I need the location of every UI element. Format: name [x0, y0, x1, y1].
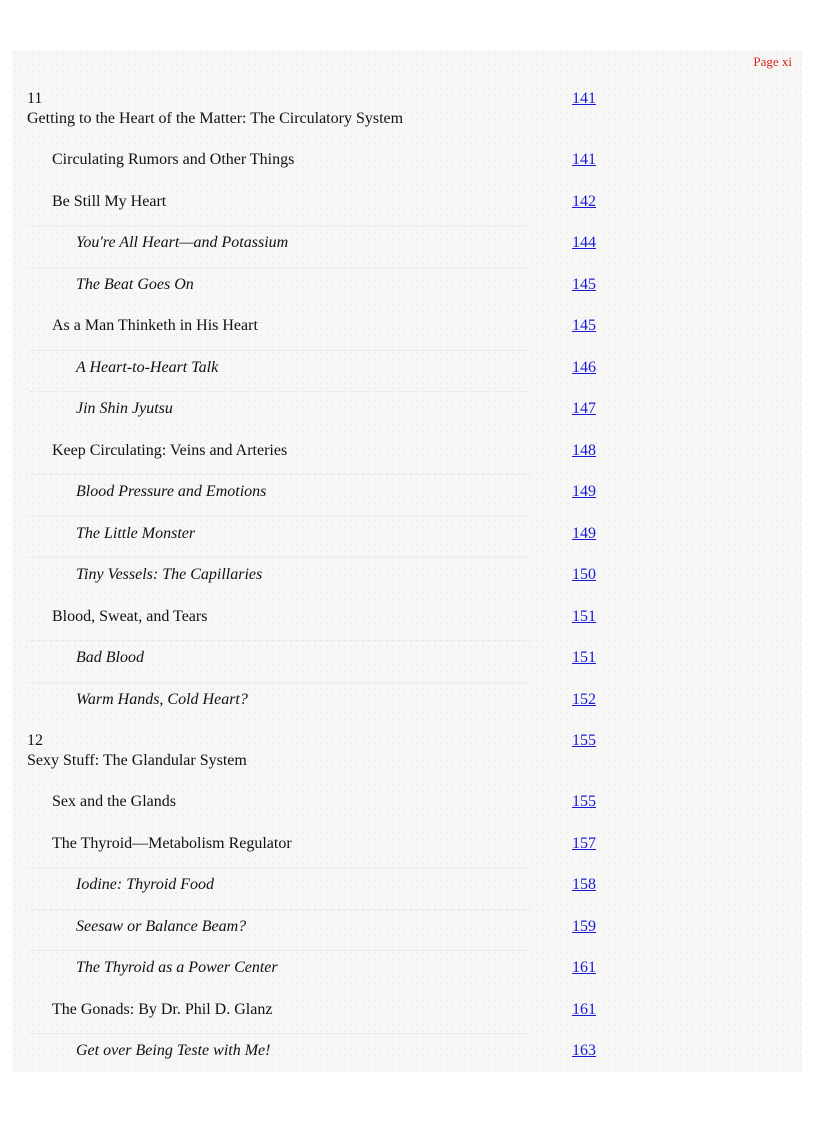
entry-page-link[interactable]: 151	[572, 607, 596, 625]
entry-page-link[interactable]: 148	[572, 441, 596, 459]
entry-title: Iodine: Thyroid Food	[76, 876, 215, 893]
entry-page-link[interactable]: 155	[572, 793, 596, 810]
entry-title: Be Still My Heart	[52, 192, 167, 210]
entry-dotted-rule	[30, 225, 530, 227]
chapter-number: 11	[27, 90, 43, 107]
chapter-heading-text	[27, 731, 247, 771]
entry-page-link[interactable]: 142	[572, 192, 596, 210]
entry-page-link[interactable]: 161	[572, 959, 596, 976]
entry-page-link[interactable]: 147	[572, 400, 596, 417]
entry-title: The Little Monster	[76, 524, 196, 542]
chapter-title: Sexy Stuff: The Glandular System	[27, 752, 247, 769]
entry-dotted-rule	[30, 909, 530, 911]
entry-page-link[interactable]: 157	[572, 834, 596, 852]
entry-page-link[interactable]: 145	[572, 317, 596, 334]
page-number-label: Page xi	[753, 54, 792, 69]
entry-title: Blood, Sweat, and Tears	[52, 607, 208, 625]
entry-title: Keep Circulating: Veins and Arteries	[52, 441, 288, 459]
entry-dotted-rule	[30, 640, 530, 642]
entry-page-link[interactable]: 159	[572, 917, 596, 935]
entry-title: Warm Hands, Cold Heart?	[76, 690, 248, 708]
chapter-heading-text	[27, 89, 403, 129]
entry-title: Bad Blood	[76, 649, 144, 666]
entry-page-link[interactable]: 152	[572, 690, 596, 708]
entry-page-link[interactable]: 149	[572, 483, 596, 500]
entry-title: The Beat Goes On	[76, 275, 194, 293]
entry-dotted-rule	[30, 682, 530, 684]
entry-page-link[interactable]: 144	[572, 234, 596, 251]
entry-dotted-rule	[30, 474, 530, 476]
entry-dotted-rule	[30, 391, 530, 393]
entry-title: Tiny Vessels: The Capillaries	[76, 566, 263, 583]
entry-page-link[interactable]: 151	[572, 649, 596, 666]
chapter-page-link[interactable]: 155	[572, 732, 596, 749]
entry-page-link[interactable]: 163	[572, 1042, 596, 1059]
entry-page-link[interactable]: 158	[572, 876, 596, 893]
entry-title: The Thyroid—Metabolism Regulator	[52, 834, 292, 852]
entry-title: Sex and the Glands	[52, 793, 176, 810]
entry-dotted-rule	[30, 267, 530, 269]
entry-dotted-rule	[30, 867, 530, 869]
entry-page-link[interactable]: 145	[572, 275, 596, 293]
entry-title: The Gonads: By Dr. Phil D. Glanz	[52, 1000, 273, 1018]
entry-title: Blood Pressure and Emotions	[76, 483, 267, 500]
entry-title: Get over Being Teste with Me!	[76, 1042, 271, 1059]
entry-title: A Heart-to-Heart Talk	[76, 358, 219, 376]
entry-title: As a Man Thinketh in His Heart	[52, 317, 258, 334]
entry-dotted-rule	[30, 950, 530, 952]
entry-title: The Thyroid as a Power Center	[76, 959, 278, 976]
entry-title: Circulating Rumors and Other Things	[52, 151, 295, 168]
chapter-page-link[interactable]: 141	[572, 90, 596, 107]
entry-page-link[interactable]: 161	[572, 1000, 596, 1018]
entry-page-link[interactable]: 149	[572, 524, 596, 542]
entry-dotted-rule	[30, 557, 530, 559]
entry-page-link[interactable]: 141	[572, 151, 596, 168]
entry-page-link[interactable]: 150	[572, 566, 596, 583]
chapter-title: Getting to the Heart of the Matter: The Circulatory System	[27, 110, 404, 127]
entry-dotted-rule	[30, 350, 530, 352]
chapter-number: 12	[27, 732, 43, 749]
entry-page-link[interactable]: 146	[572, 358, 596, 376]
entry-title: You're All Heart—and Potassium	[76, 234, 289, 251]
entry-title: Seesaw or Balance Beam?	[76, 917, 247, 935]
entry-dotted-rule	[30, 516, 530, 518]
entry-dotted-rule	[30, 1033, 530, 1035]
entry-title: Jin Shin Jyutsu	[76, 400, 173, 417]
